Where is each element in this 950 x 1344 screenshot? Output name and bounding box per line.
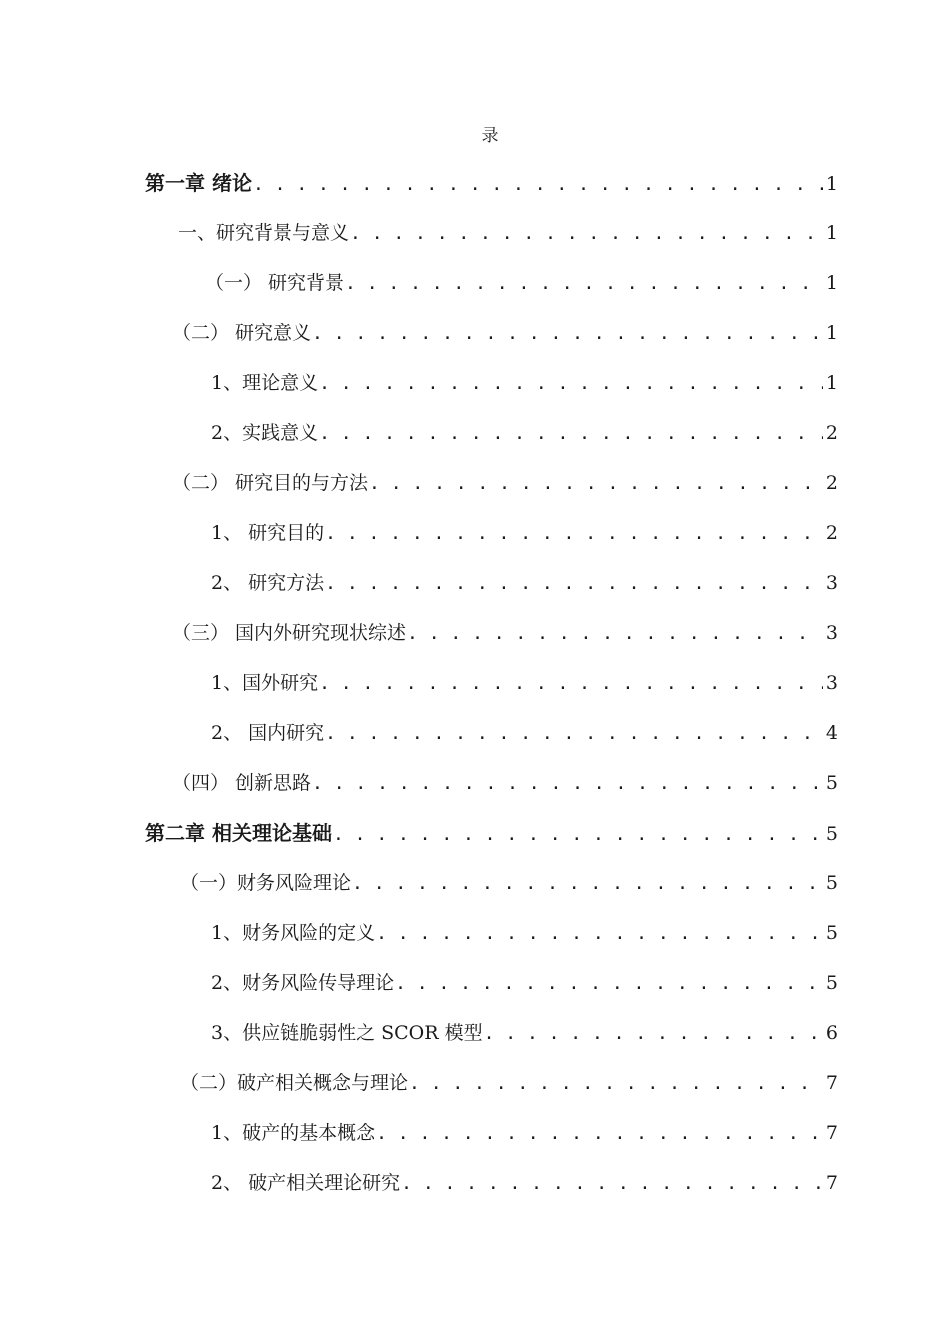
toc-page-number: 2 xyxy=(825,472,838,494)
toc-entry[interactable] xyxy=(211,1118,838,1148)
toc-entry[interactable] xyxy=(211,418,838,448)
toc-entry-text: 1、国外研究 xyxy=(211,672,319,694)
toc-entry-text: 2、 破产相关理论研究 xyxy=(211,1172,401,1194)
toc-entry-text: （四） 创新思路 xyxy=(172,772,312,794)
toc-page-number: 5 xyxy=(825,823,838,845)
dot-leader xyxy=(401,1169,823,1199)
toc-page-number: 5 xyxy=(825,872,838,894)
page-title: 录 xyxy=(481,126,499,146)
toc-page-number: 7 xyxy=(825,1072,838,1094)
toc-entry-text: 第一章 绪论 xyxy=(145,171,252,195)
toc-entry[interactable] xyxy=(211,1168,838,1198)
toc-entry-text: （三） 国内外研究现状综述 xyxy=(172,622,407,644)
toc-entry-text: （二） 研究目的与方法 xyxy=(172,472,369,494)
toc-entry[interactable] xyxy=(211,718,838,748)
toc-page-number: 7 xyxy=(825,1122,838,1144)
toc-page-number: 3 xyxy=(825,572,838,594)
dot-leader xyxy=(312,319,823,349)
toc-page-number: 1 xyxy=(825,372,838,394)
toc-entry[interactable] xyxy=(172,318,838,348)
toc-entry-text: 1、财务风险的定义 xyxy=(211,922,376,944)
toc-entry-text: 1、理论意义 xyxy=(211,372,319,394)
toc-page-number: 1 xyxy=(825,272,838,294)
toc-page-number: 1 xyxy=(825,222,838,244)
toc-page-number: 6 xyxy=(825,1022,838,1044)
dot-leader xyxy=(325,719,823,749)
dot-leader xyxy=(407,619,823,649)
toc-page-number: 5 xyxy=(825,972,838,994)
toc-entry[interactable] xyxy=(180,1068,838,1098)
toc-entry[interactable] xyxy=(211,918,838,948)
dot-leader xyxy=(484,1019,823,1049)
toc-entry-text: 2、 研究方法 xyxy=(211,572,325,594)
toc-entry-text: 一、研究背景与意义 xyxy=(178,222,350,244)
dot-leader xyxy=(325,519,823,549)
dot-leader xyxy=(352,869,823,899)
dot-leader xyxy=(253,170,823,200)
toc-entry-text: 1、 研究目的 xyxy=(211,522,325,544)
toc-entry-chapter[interactable] xyxy=(145,818,838,848)
dot-leader xyxy=(312,769,823,799)
dot-leader xyxy=(319,669,823,699)
dot-leader xyxy=(376,919,823,949)
dot-leader xyxy=(350,219,823,249)
toc-entry[interactable] xyxy=(211,1018,838,1048)
toc-entry-text: 1、破产的基本概念 xyxy=(211,1122,376,1144)
toc-entry[interactable] xyxy=(172,468,838,498)
toc-entry[interactable] xyxy=(172,618,838,648)
toc-entry-text: （一） 研究背景 xyxy=(205,272,345,294)
toc-entry[interactable] xyxy=(178,218,838,248)
toc-entry-text: 3、供应链脆弱性之 SCOR 模型 xyxy=(211,1022,483,1044)
toc-page-number: 5 xyxy=(825,922,838,944)
toc-entry-text: 2、 国内研究 xyxy=(211,722,325,744)
toc-page-number: 1 xyxy=(825,173,838,195)
toc-entry-text: 2、财务风险传导理论 xyxy=(211,972,395,994)
toc-page-number: 1 xyxy=(825,322,838,344)
toc-entry[interactable] xyxy=(180,868,838,898)
toc-page-number: 3 xyxy=(825,672,838,694)
toc-entry[interactable] xyxy=(211,568,838,598)
toc-entry[interactable] xyxy=(211,518,838,548)
dot-leader xyxy=(395,969,823,999)
dot-leader xyxy=(319,369,823,399)
dot-leader xyxy=(319,419,823,449)
toc-entry-text: （二）破产相关概念与理论 xyxy=(180,1072,409,1094)
dot-leader xyxy=(333,820,823,850)
toc-page-number: 5 xyxy=(825,772,838,794)
toc-page-number: 2 xyxy=(825,522,838,544)
toc-entry-text: 2、实践意义 xyxy=(211,422,319,444)
dot-leader xyxy=(369,469,823,499)
toc-entry-text: （一）财务风险理论 xyxy=(180,872,352,894)
toc-entry[interactable] xyxy=(172,768,838,798)
toc-page-number: 2 xyxy=(825,422,838,444)
toc-entry-text: （二） 研究意义 xyxy=(172,322,312,344)
toc-page-number: 4 xyxy=(825,722,838,744)
dot-leader xyxy=(325,569,823,599)
dot-leader xyxy=(409,1069,823,1099)
toc-page-number: 3 xyxy=(825,622,838,644)
toc-entry[interactable] xyxy=(205,268,838,298)
toc-entry[interactable] xyxy=(211,668,838,698)
toc-entry-chapter[interactable] xyxy=(145,168,838,198)
toc-entry[interactable] xyxy=(211,368,838,398)
toc-page-number: 7 xyxy=(825,1172,838,1194)
toc-entry-text: 第二章 相关理论基础 xyxy=(145,821,332,845)
dot-leader xyxy=(376,1119,823,1149)
dot-leader xyxy=(345,269,823,299)
toc-entry[interactable] xyxy=(211,968,838,998)
